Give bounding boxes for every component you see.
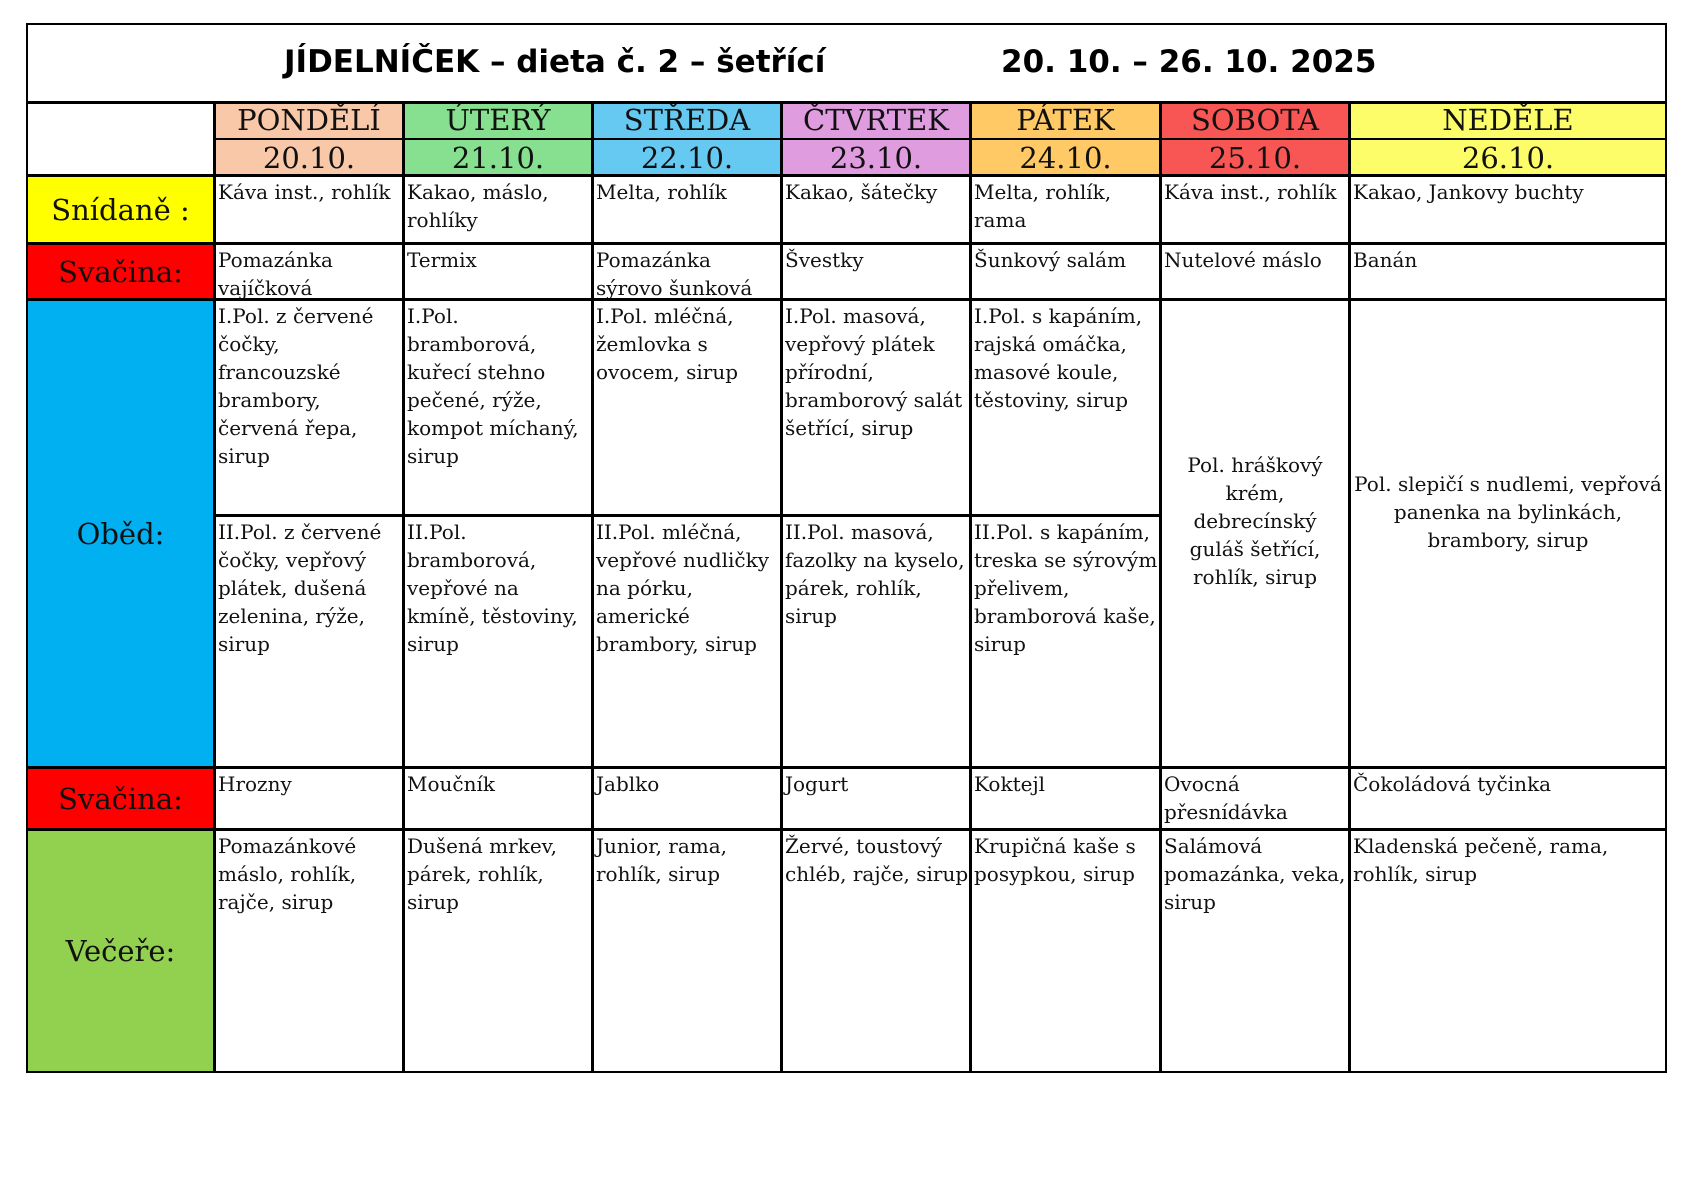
day-header-2 (405, 104, 594, 177)
snack1-cell (972, 245, 1162, 301)
lunch-soup1-cell (405, 301, 594, 517)
menu-table (26, 23, 1667, 1073)
breakfast-cell (1162, 177, 1351, 245)
dinner-cell (783, 831, 972, 1071)
menu-item: Pol. hráškový krém, debrecínský guláš šetřící, rohlík, sirup (1187, 452, 1323, 589)
snack1-cell (783, 245, 972, 301)
breakfast-cell (972, 177, 1162, 245)
meal-label-snack2: Svačina: (28, 769, 216, 831)
meal-label-dinner: Večeře: (28, 831, 216, 1071)
menu-item: Melta, rohlík (596, 180, 727, 204)
lunch-soup2-cell (783, 517, 972, 769)
lunch-weekend-cell (1162, 301, 1351, 769)
menu-item: Šunkový salám (974, 248, 1127, 272)
menu-item: Ovocná přesnídávka (1164, 772, 1288, 824)
menu-item: I.Pol. mléčná, žemlovka s ovocem, sirup (596, 304, 739, 384)
menu-item: Nutelové máslo (1164, 248, 1322, 272)
day-name: ČTVRTEK (783, 104, 969, 140)
dinner-cell (1351, 831, 1665, 1071)
snack1-cell (216, 245, 405, 301)
menu-item: II.Pol. z červené čočky, vepřový plátek, dušená zelenina, rýže, sirup (218, 520, 382, 656)
lunch-soup1-cell (972, 301, 1162, 517)
lunch-soup1-cell (783, 301, 972, 517)
meal-label-breakfast: Snídaně : (28, 177, 216, 245)
breakfast-cell (783, 177, 972, 245)
day-date: 24.10. (972, 140, 1159, 174)
dinner-cell (594, 831, 783, 1071)
menu-item: Melta, rohlík, rama (974, 180, 1112, 232)
menu-item: Švestky (785, 248, 864, 272)
snack2-cell (783, 769, 972, 831)
lunch-weekend-cell (1351, 301, 1665, 769)
menu-item: Jogurt (785, 772, 849, 796)
menu-item: I.Pol. s kapáním, rajská omáčka, masové koule, těstoviny, sirup (974, 304, 1143, 412)
day-header-4 (783, 104, 972, 177)
menu-item: Pol. slepičí s nudlemi, vepřová panenka na bylinkách, brambory, sirup (1354, 471, 1662, 552)
day-header-3 (594, 104, 783, 177)
menu-item: Káva inst., rohlík (1164, 180, 1337, 204)
dinner-cell (216, 831, 405, 1071)
breakfast-cell (594, 177, 783, 245)
menu-item: Salámová pomazánka, veka, sirup (1164, 834, 1346, 914)
day-date: 22.10. (594, 140, 780, 174)
day-name: SOBOTA (1162, 104, 1348, 140)
day-name: ÚTERÝ (405, 104, 591, 140)
menu-item: Junior, rama, rohlík, sirup (596, 834, 728, 886)
lunch-soup2-cell (405, 517, 594, 769)
menu-item: Krupičná kaše s posypkou, sirup (974, 834, 1136, 886)
day-header-1 (216, 104, 405, 177)
day-name: PÁTEK (972, 104, 1159, 140)
breakfast-cell (216, 177, 405, 245)
snack1-cell (405, 245, 594, 301)
date-range: 20. 10. – 26. 10. 2025 (1001, 44, 1377, 80)
menu-item: Pomazánka sýrovo šunková (596, 248, 753, 300)
menu-item: Moučník (407, 772, 495, 796)
dinner-cell (972, 831, 1162, 1071)
day-date: 23.10. (783, 140, 969, 174)
menu-item: II.Pol. bramborová, vepřové na kmíně, těstoviny, sirup (407, 520, 578, 656)
dinner-cell (1162, 831, 1351, 1071)
day-date: 26.10. (1351, 140, 1665, 174)
menu-item: Hrozny (218, 772, 292, 796)
snack1-cell (594, 245, 783, 301)
header-corner-cell (28, 104, 216, 177)
menu-item: Čokoládová tyčinka (1353, 772, 1552, 796)
menu-item: Kakao, máslo, rohlíky (407, 180, 549, 232)
snack2-cell (405, 769, 594, 831)
menu-item: Jablko (596, 772, 660, 796)
meal-label-lunch: Oběd: (28, 301, 216, 769)
menu-item: Koktejl (974, 772, 1046, 796)
snack2-cell (1162, 769, 1351, 831)
lunch-soup2-cell (216, 517, 405, 769)
menu-item: Pomazánkové máslo, rohlík, rajče, sirup (218, 834, 357, 914)
title-row (28, 25, 1665, 104)
menu-item: Pomazánka vajíčková (218, 248, 333, 300)
day-header-5 (972, 104, 1162, 177)
lunch-soup2-cell (594, 517, 783, 769)
snack2-cell (594, 769, 783, 831)
dinner-cell (405, 831, 594, 1071)
menu-item: Kakao, šátečky (785, 180, 938, 204)
menu-item: Kladenská pečeně, rama, rohlík, sirup (1353, 834, 1609, 886)
snack2-cell (216, 769, 405, 831)
menu-item: I.Pol. bramborová, kuřecí stehno pečené, rýže, kompot míchaný, sirup (407, 304, 579, 468)
menu-item: II.Pol. masová, fazolky na kyselo, párek, rohlík, sirup (785, 520, 965, 628)
menu-item: II.Pol. s kapáním, treska se sýrovým přelivem, bramborová kaše, sirup (974, 520, 1158, 656)
snack1-cell (1162, 245, 1351, 301)
breakfast-cell (405, 177, 594, 245)
lunch-soup2-cell (972, 517, 1162, 769)
day-date: 21.10. (405, 140, 591, 174)
lunch-soup1-cell (216, 301, 405, 517)
menu-item: Káva inst., rohlík (218, 180, 391, 204)
menu-item: Žervé, toustový chléb, rajče, sirup (785, 834, 969, 886)
snack2-cell (972, 769, 1162, 831)
lunch-soup1-cell (594, 301, 783, 517)
meal-label-snack1: Svačina: (28, 245, 216, 301)
day-header-6 (1162, 104, 1351, 177)
menu-item: I.Pol. z červené čočky, francouzské brambory, červená řepa, sirup (218, 304, 374, 468)
day-date: 20.10. (216, 140, 402, 174)
menu-item: Termix (407, 248, 477, 272)
day-date: 25.10. (1162, 140, 1348, 174)
menu-item: Kakao, Jankovy buchty (1353, 180, 1584, 204)
day-name: PONDĚLÍ (216, 104, 402, 140)
menu-item: Banán (1353, 248, 1418, 272)
menu-item: II.Pol. mléčná, vepřové nudličky na pórku, americké brambory, sirup (596, 520, 770, 656)
menu-item: Dušená mrkev, párek, rohlík, sirup (407, 834, 557, 914)
menu-item: I.Pol. masová, vepřový plátek přírodní, bramborový salát šetřící, sirup (785, 304, 963, 440)
snack2-cell (1351, 769, 1665, 831)
day-name: NEDĚLE (1351, 104, 1665, 140)
day-name: STŘEDA (594, 104, 780, 140)
page-title: JÍDELNÍČEK – dieta č. 2 – šetřící (284, 44, 826, 80)
day-header-7 (1351, 104, 1665, 177)
snack1-cell (1351, 245, 1665, 301)
breakfast-cell (1351, 177, 1665, 245)
